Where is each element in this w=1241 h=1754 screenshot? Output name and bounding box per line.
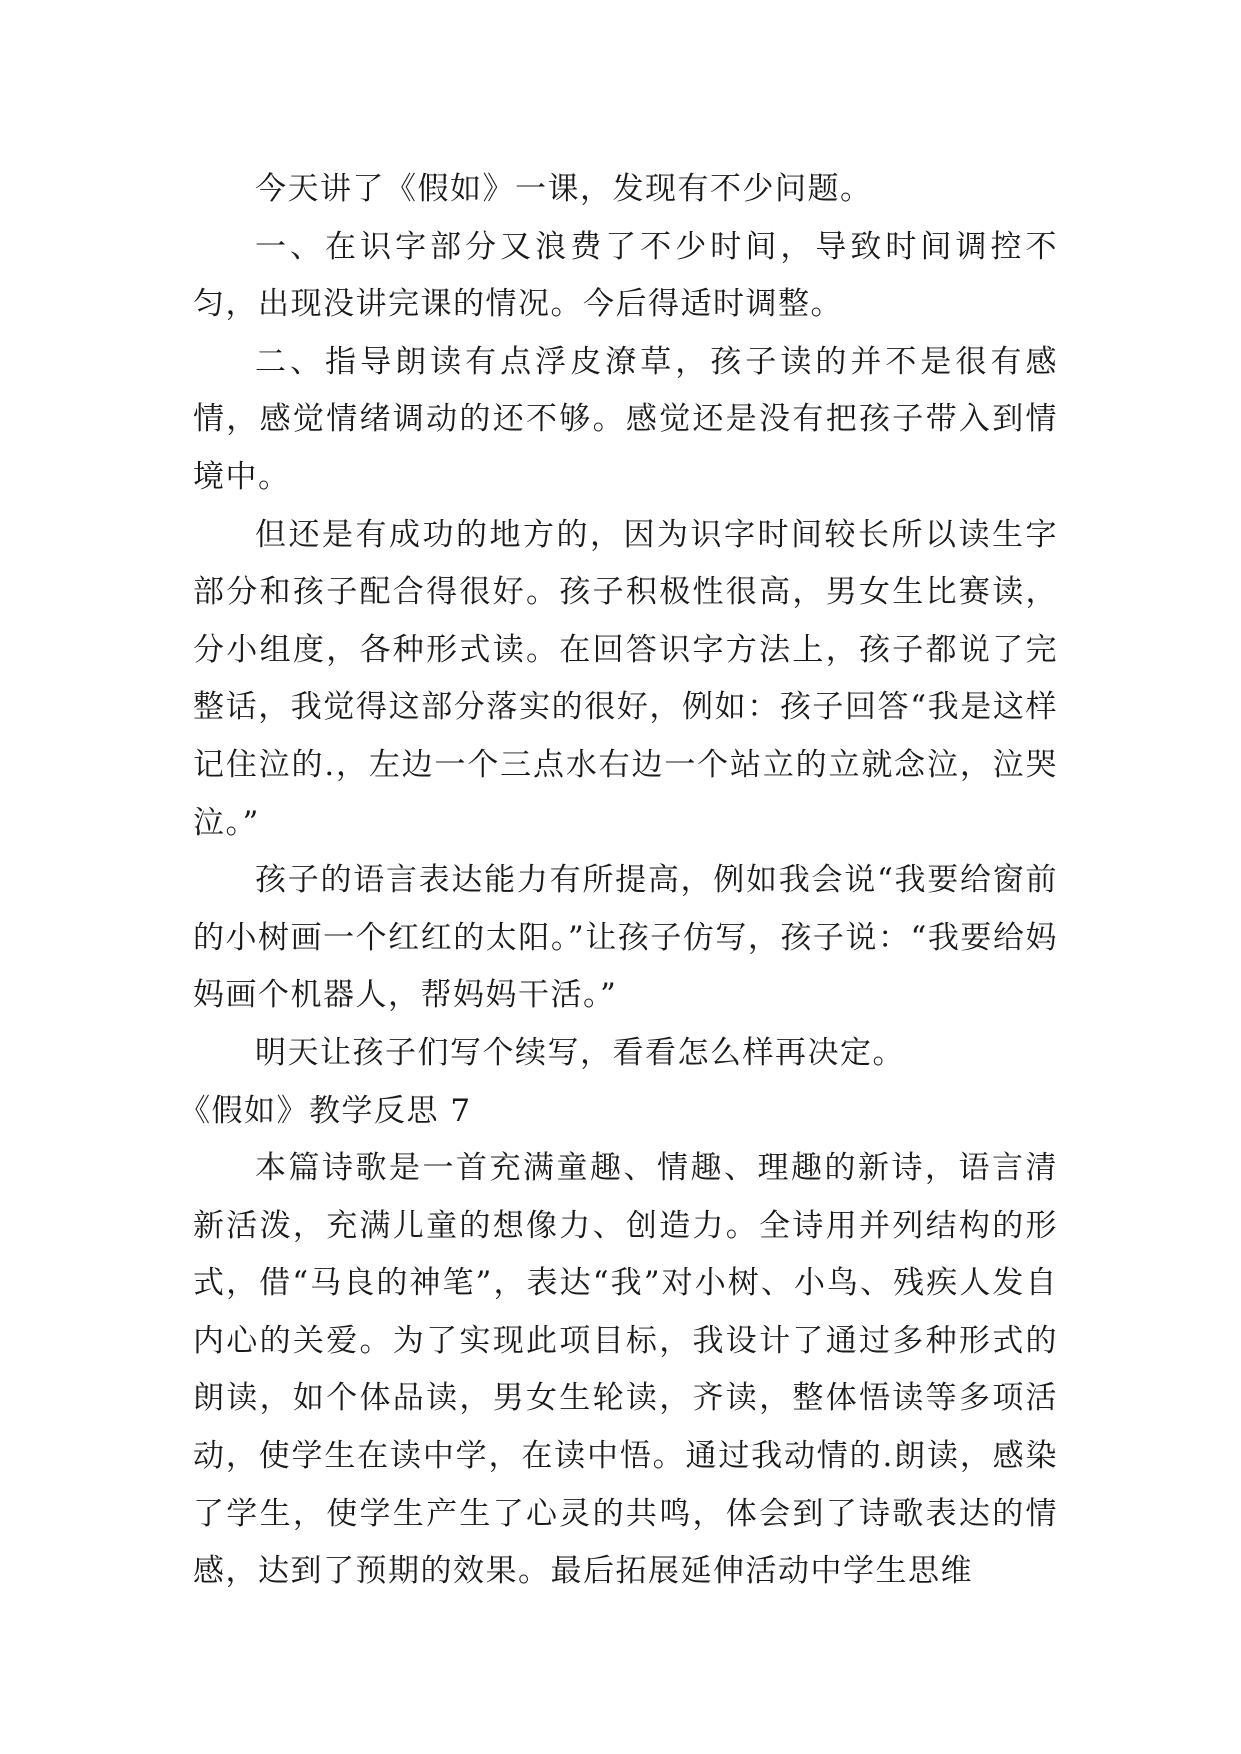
section-heading: 《假如》教学反思 7 (179, 1092, 472, 1129)
paragraph-intro: 今天讲了《假如》一课，发现有不少问题。 (255, 171, 873, 207)
paragraph-reflection: 本篇诗歌是一首充满童趣、情趣、理趣的新诗，语言清新活泼，充满儿童的想像力、创造力。全诗用并列结构的形式，借“马良的神笔”，表达“我”对小树、小鸟、残疾人发自内心的关爱。为了实现此项目标，我设计了通过多种形式的朗读，如个体品读，男女生轮读，齐读，整体悟读等多项活动，使学生在读中学，在读中悟。通过我动情的.朗读，感染了学生，使学生产生了心灵的共鸣，体会到了诗歌表达的情感，达到了预期的效果。最后拓展延伸活动中学生思维 (193, 1150, 1058, 1590)
paragraph-success: 但还是有成功的地方的，因为识字时间较长所以读生字部分和孩子配合得很好。孩子积极性很高，男女生比赛读，分小组度，各种形式读。在回答识字方法上，孩子都说了完整话，我觉得这部分落实的很好，例如：孩子回答“我是这样记住泣的.，左边一个三点水右边一个站立的立就念泣，泣哭泣。” (193, 516, 1058, 841)
paragraph-problem-one: 一、在识字部分又浪费了不少时间，导致时间调控不匀，出现没讲完课的情况。今后得适时调整。 (193, 228, 1058, 323)
paragraph-problem-two: 二、指导朗读有点浮皮潦草，孩子读的并不是很有感情，感觉情绪调动的还不够。感觉还是没有把孩子带入到情境中。 (193, 343, 1058, 495)
paragraph-expression: 孩子的语言表达能力有所提高，例如我会说“我要给窗前的小树画一个红红的太阳。”让孩子仿写，孩子说：“我要给妈妈画个机器人，帮妈妈干活。” (193, 862, 1058, 1014)
document-body (179, 161, 1058, 1601)
paragraph-plan: 明天让孩子们写个续写，看看怎么样再决定。 (255, 1034, 905, 1071)
